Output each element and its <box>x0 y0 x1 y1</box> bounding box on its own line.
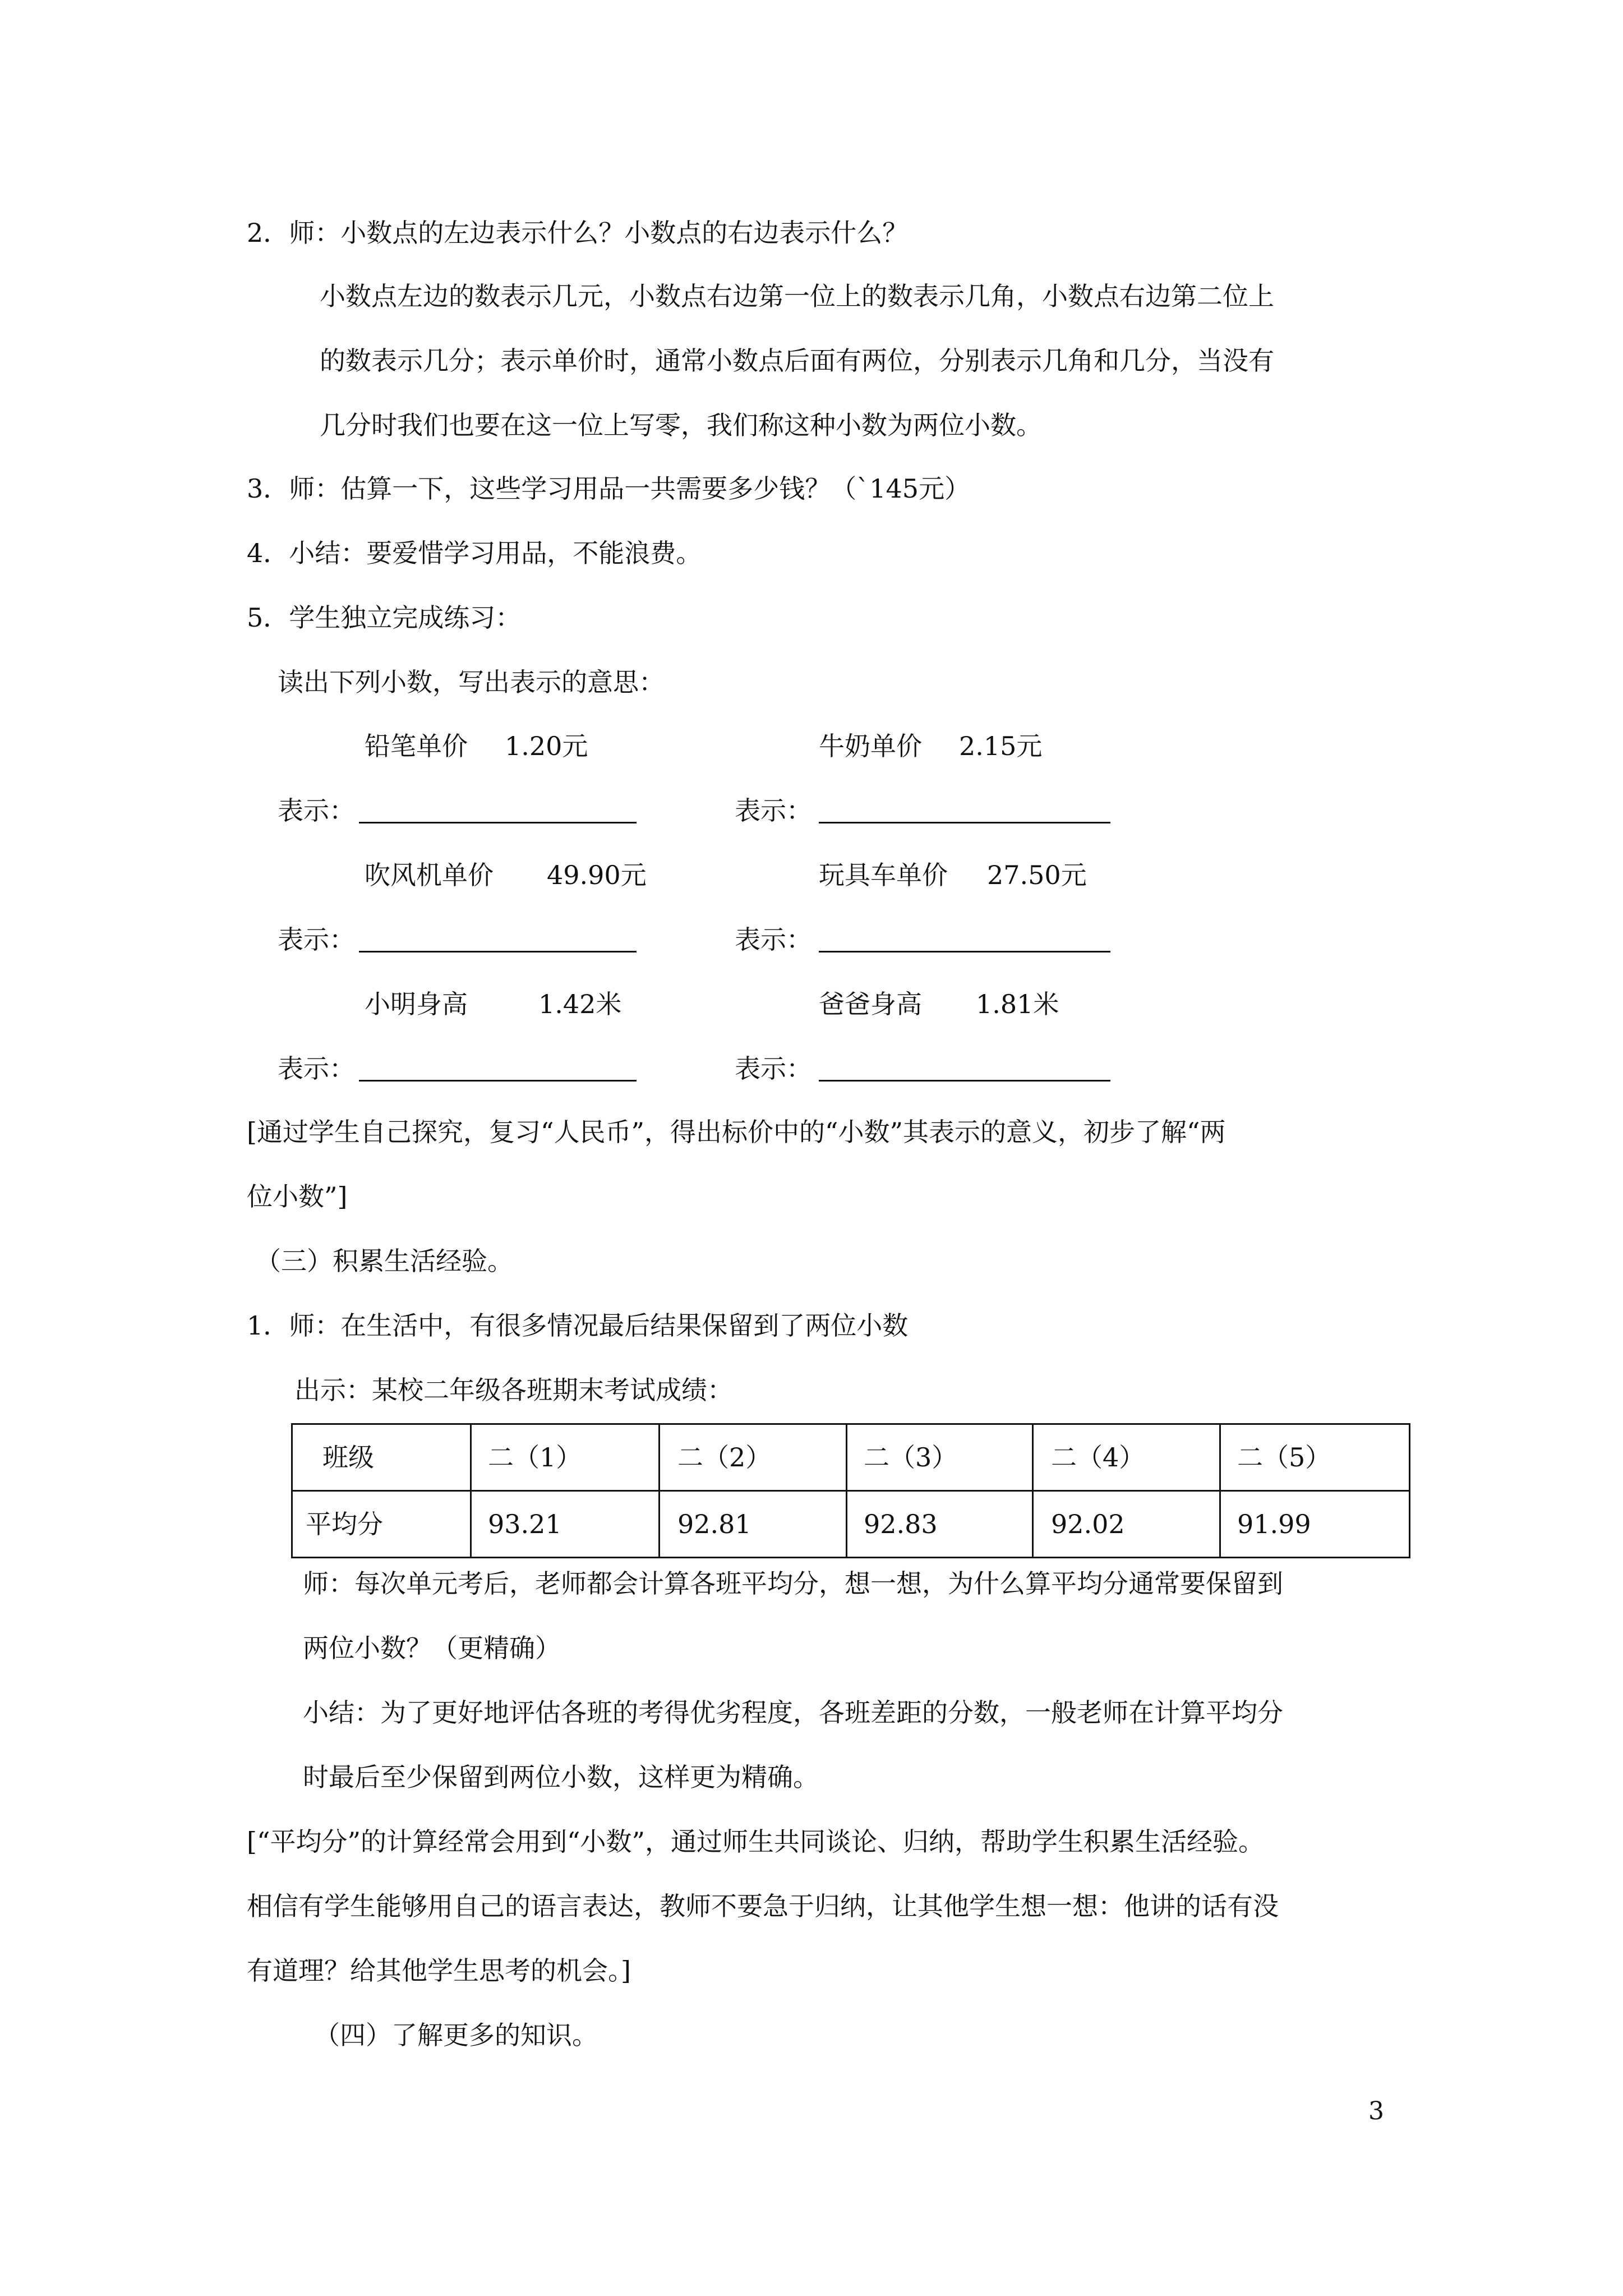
exercise-item-value: 27.50元 <box>987 860 1087 890</box>
question-2: 2．师：小数点的左边表示什么？小数点的右边表示什么？ <box>247 218 909 248</box>
table-header-cell: 二（1） <box>488 1442 582 1473</box>
answer-label: 表示： <box>278 1053 355 1084</box>
question-2-answer-line-1: 小数点左边的数表示几元，小数点右边第一位上的数表示几角，小数点右边第二位上 <box>320 281 1274 311</box>
exercise-item-value: 1.81米 <box>976 989 1059 1019</box>
page-number: 3 <box>1368 2097 1384 2125</box>
summary-line-2: 时最后至少保留到两位小数，这样更为精确。 <box>303 1762 819 1792</box>
answer-label: 表示： <box>278 924 355 955</box>
answer-label: 表示： <box>735 924 812 955</box>
exercise-item-label: 吹风机单价 <box>365 860 494 890</box>
section-3-item-1: 1．师：在生活中，有很多情况最后结果保留到了两位小数 <box>247 1310 909 1341</box>
exercise-item-value: 1.20元 <box>505 731 588 761</box>
answer-blank[interactable] <box>819 822 1110 823</box>
teaching-note-2-line-3: 有道理？给其他学生思考的机会。] <box>247 1955 631 1986</box>
table-border <box>846 1423 847 1558</box>
table-cell: 92.81 <box>677 1509 751 1539</box>
answer-blank[interactable] <box>359 951 637 953</box>
exercise-item-label: 爸爸身高 <box>819 989 922 1019</box>
table-header-cell: 班级 <box>322 1442 374 1473</box>
table-header-cell: 二（5） <box>1237 1442 1331 1473</box>
teaching-note-2-line-1: [“平均分”的计算经常会用到“小数”，通过师生共同谈论、归纳，帮助学生积累生活经验。 <box>247 1826 1265 1857</box>
summary-line-1: 小结：为了更好地评估各班的考得优劣程度，各班差距的分数，一般老师在计算平均分 <box>303 1697 1283 1728</box>
teaching-note-2-line-2: 相信有学生能够用自己的语言表达，教师不要急于归纳，让其他学生想一想：他讲的话有没 <box>247 1891 1279 1921</box>
teacher-question-line-1: 师：每次单元考后，老师都会计算各班平均分，想一想，为什么算平均分通常要保留到 <box>303 1568 1283 1599</box>
section-4-heading: （四）了解更多的知识。 <box>314 2020 598 2050</box>
table-border <box>1409 1423 1410 1558</box>
question-3: 3．师：估算一下，这些学习用品一共需要多少钱？（`145元） <box>247 473 971 504</box>
question-2-answer-line-2: 的数表示几分；表示单价时，通常小数点后面有两位，分别表示几角和几分，当没有 <box>320 346 1274 376</box>
table-cell: 91.99 <box>1237 1509 1311 1539</box>
table-border <box>658 1423 660 1558</box>
exercise-item-label: 铅笔单价 <box>365 731 468 761</box>
answer-blank[interactable] <box>819 1080 1110 1082</box>
answer-label: 表示： <box>278 795 355 826</box>
table-border <box>291 1423 293 1558</box>
table-header-cell: 二（2） <box>677 1442 772 1473</box>
teaching-note-1-line-2: 位小数”] <box>247 1181 348 1212</box>
question-2-answer-line-3: 几分时我们也要在这一位上写零，我们称这种小数为两位小数。 <box>320 410 1042 440</box>
table-cell: 93.21 <box>488 1509 562 1539</box>
teaching-note-1-line-1: [通过学生自己探究，复习“人民币”，得出标价中的“小数”其表示的意义，初步了解“两 <box>247 1117 1226 1147</box>
table-header-cell: 二（3） <box>864 1442 958 1473</box>
table-border <box>291 1490 1410 1492</box>
table-border <box>1032 1423 1034 1558</box>
exercise-item-label: 小明身高 <box>365 989 468 1019</box>
exercise-instruction: 读出下列小数，写出表示的意思： <box>278 667 665 697</box>
answer-blank[interactable] <box>819 951 1110 953</box>
exercise-item-label: 玩具车单价 <box>819 860 948 890</box>
table-border <box>470 1423 472 1558</box>
exercise-item-value: 1.42米 <box>538 989 622 1019</box>
table-cell: 平均分 <box>306 1509 383 1539</box>
exercise-item-value: 2.15元 <box>959 731 1043 761</box>
question-4: 4．小结：要爱惜学习用品，不能浪费。 <box>247 538 702 568</box>
exercise-item-value: 49.90元 <box>547 860 647 890</box>
answer-label: 表示： <box>735 1053 812 1084</box>
table-border <box>1219 1423 1221 1558</box>
teacher-question-line-2: 两位小数？（更精确） <box>303 1633 561 1663</box>
table-header-cell: 二（4） <box>1051 1442 1145 1473</box>
table-cell: 92.02 <box>1051 1509 1125 1539</box>
table-border <box>291 1423 1410 1425</box>
question-5: 5．学生独立完成练习： <box>247 602 522 633</box>
exercise-item-label: 牛奶单价 <box>819 731 922 761</box>
answer-label: 表示： <box>735 795 812 826</box>
table-cell: 92.83 <box>864 1509 938 1539</box>
section-3-heading: （三）积累生活经验。 <box>255 1246 513 1276</box>
table-caption: 出示：某校二年级各班期末考试成绩： <box>294 1375 733 1405</box>
answer-blank[interactable] <box>359 822 637 823</box>
table-border <box>291 1557 1410 1558</box>
answer-blank[interactable] <box>359 1080 637 1082</box>
